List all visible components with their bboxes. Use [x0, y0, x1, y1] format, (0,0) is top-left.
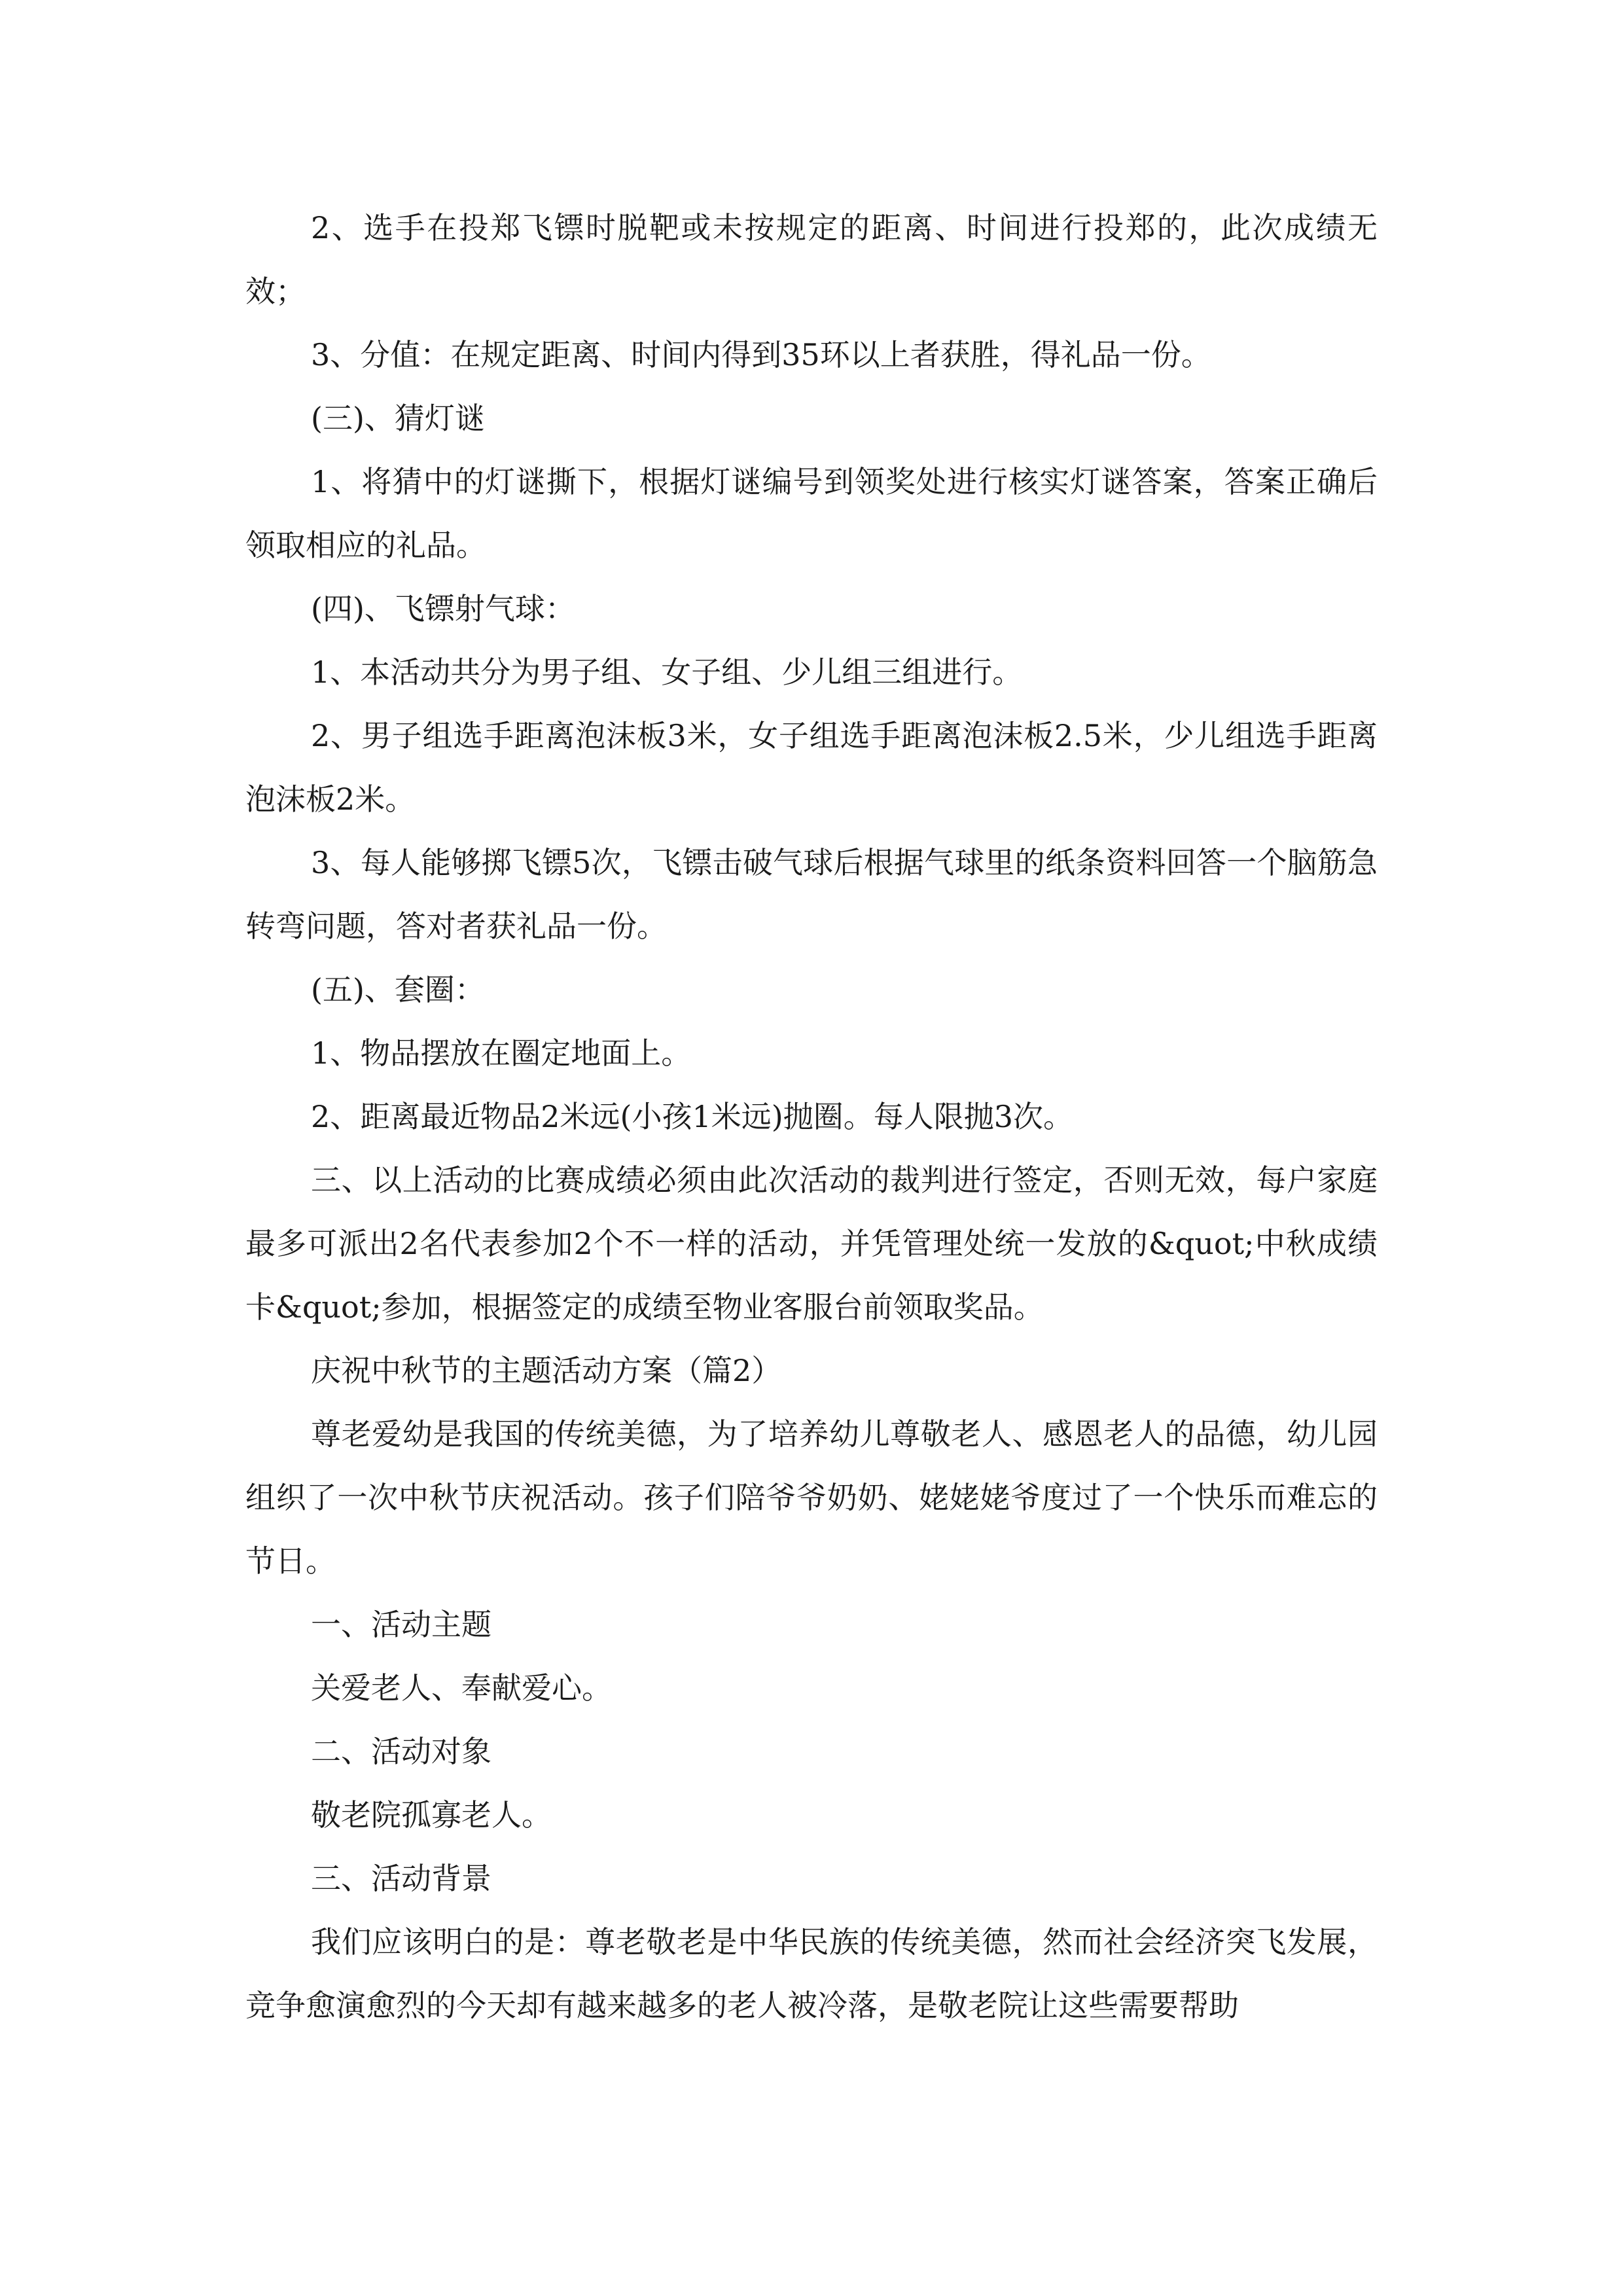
section-heading: (五)、套圈：: [311, 972, 485, 1007]
paragraph: 尊老爱幼是我国的传统美德，为了培养幼儿尊敬老人、感恩老人的品德，幼儿园组织了一次中秋节庆祝活动。孩子们陪爷爷奶奶、姥姥姥爷度过了一个快乐而难忘的节日。: [245, 1416, 1378, 1579]
paragraph: 2、选手在投郑飞镖时脱靶或未按规定的距离、时间进行投郑的，此次成绩无效；: [245, 210, 1378, 309]
paragraph: 3、分值：在规定距离、时间内得到35环以上者获胜，得礼品一份。: [311, 337, 1211, 372]
document-body: [245, 196, 1378, 2037]
paragraph: 1、本活动共分为男子组、女子组、少儿组三组进行。: [311, 655, 1023, 690]
section-heading: (三)、猜灯谜: [311, 401, 485, 436]
paragraph: 我们应该明白的是：尊老敬老是中华民族的传统美德，然而社会经济突飞发展，竞争愈演愈烈的今天却有越来越多的老人被冷落，是敬老院让这些需要帮助: [245, 1924, 1378, 2023]
paragraph: 2、距离最近物品2米远(小孩1米远)抛圈。每人限抛3次。: [311, 1099, 1073, 1134]
paragraph: 2、男子组选手距离泡沫板3米，女子组选手距离泡沫板2.5米，少儿组选手距离泡沫板2米。: [245, 718, 1378, 817]
paragraph: 三、以上活动的比赛成绩必须由此次活动的裁判进行签定，否则无效，每户家庭最多可派出2名代表参加2个不一样的活动，并凭管理处统一发放的&quot;中秋成绩卡&quot;参加，根据签定的成绩至物业客服台前领取奖品。: [245, 1162, 1378, 1325]
section-heading: (四)、飞镖射气球：: [311, 591, 575, 626]
paragraph: 敬老院孤寡老人。: [311, 1797, 552, 1833]
paragraph: 3、每人能够掷飞镖5次，飞镖击破气球后根据气球里的纸条资料回答一个脑筋急转弯问题，答对者获礼品一份。: [245, 845, 1378, 944]
section-heading: 一、活动主题: [311, 1607, 491, 1642]
section-heading: 三、活动背景: [311, 1861, 491, 1896]
paragraph: 1、将猜中的灯谜撕下，根据灯谜编号到领奖处进行核实灯谜答案，答案正确后领取相应的礼品。: [245, 464, 1378, 563]
paragraph: 关爱老人、奉献爱心。: [311, 1670, 612, 1706]
article-title: 庆祝中秋节的主题活动方案（篇2）: [311, 1353, 782, 1388]
section-heading: 二、活动对象: [311, 1734, 491, 1769]
paragraph: 1、物品摆放在圈定地面上。: [311, 1035, 692, 1071]
